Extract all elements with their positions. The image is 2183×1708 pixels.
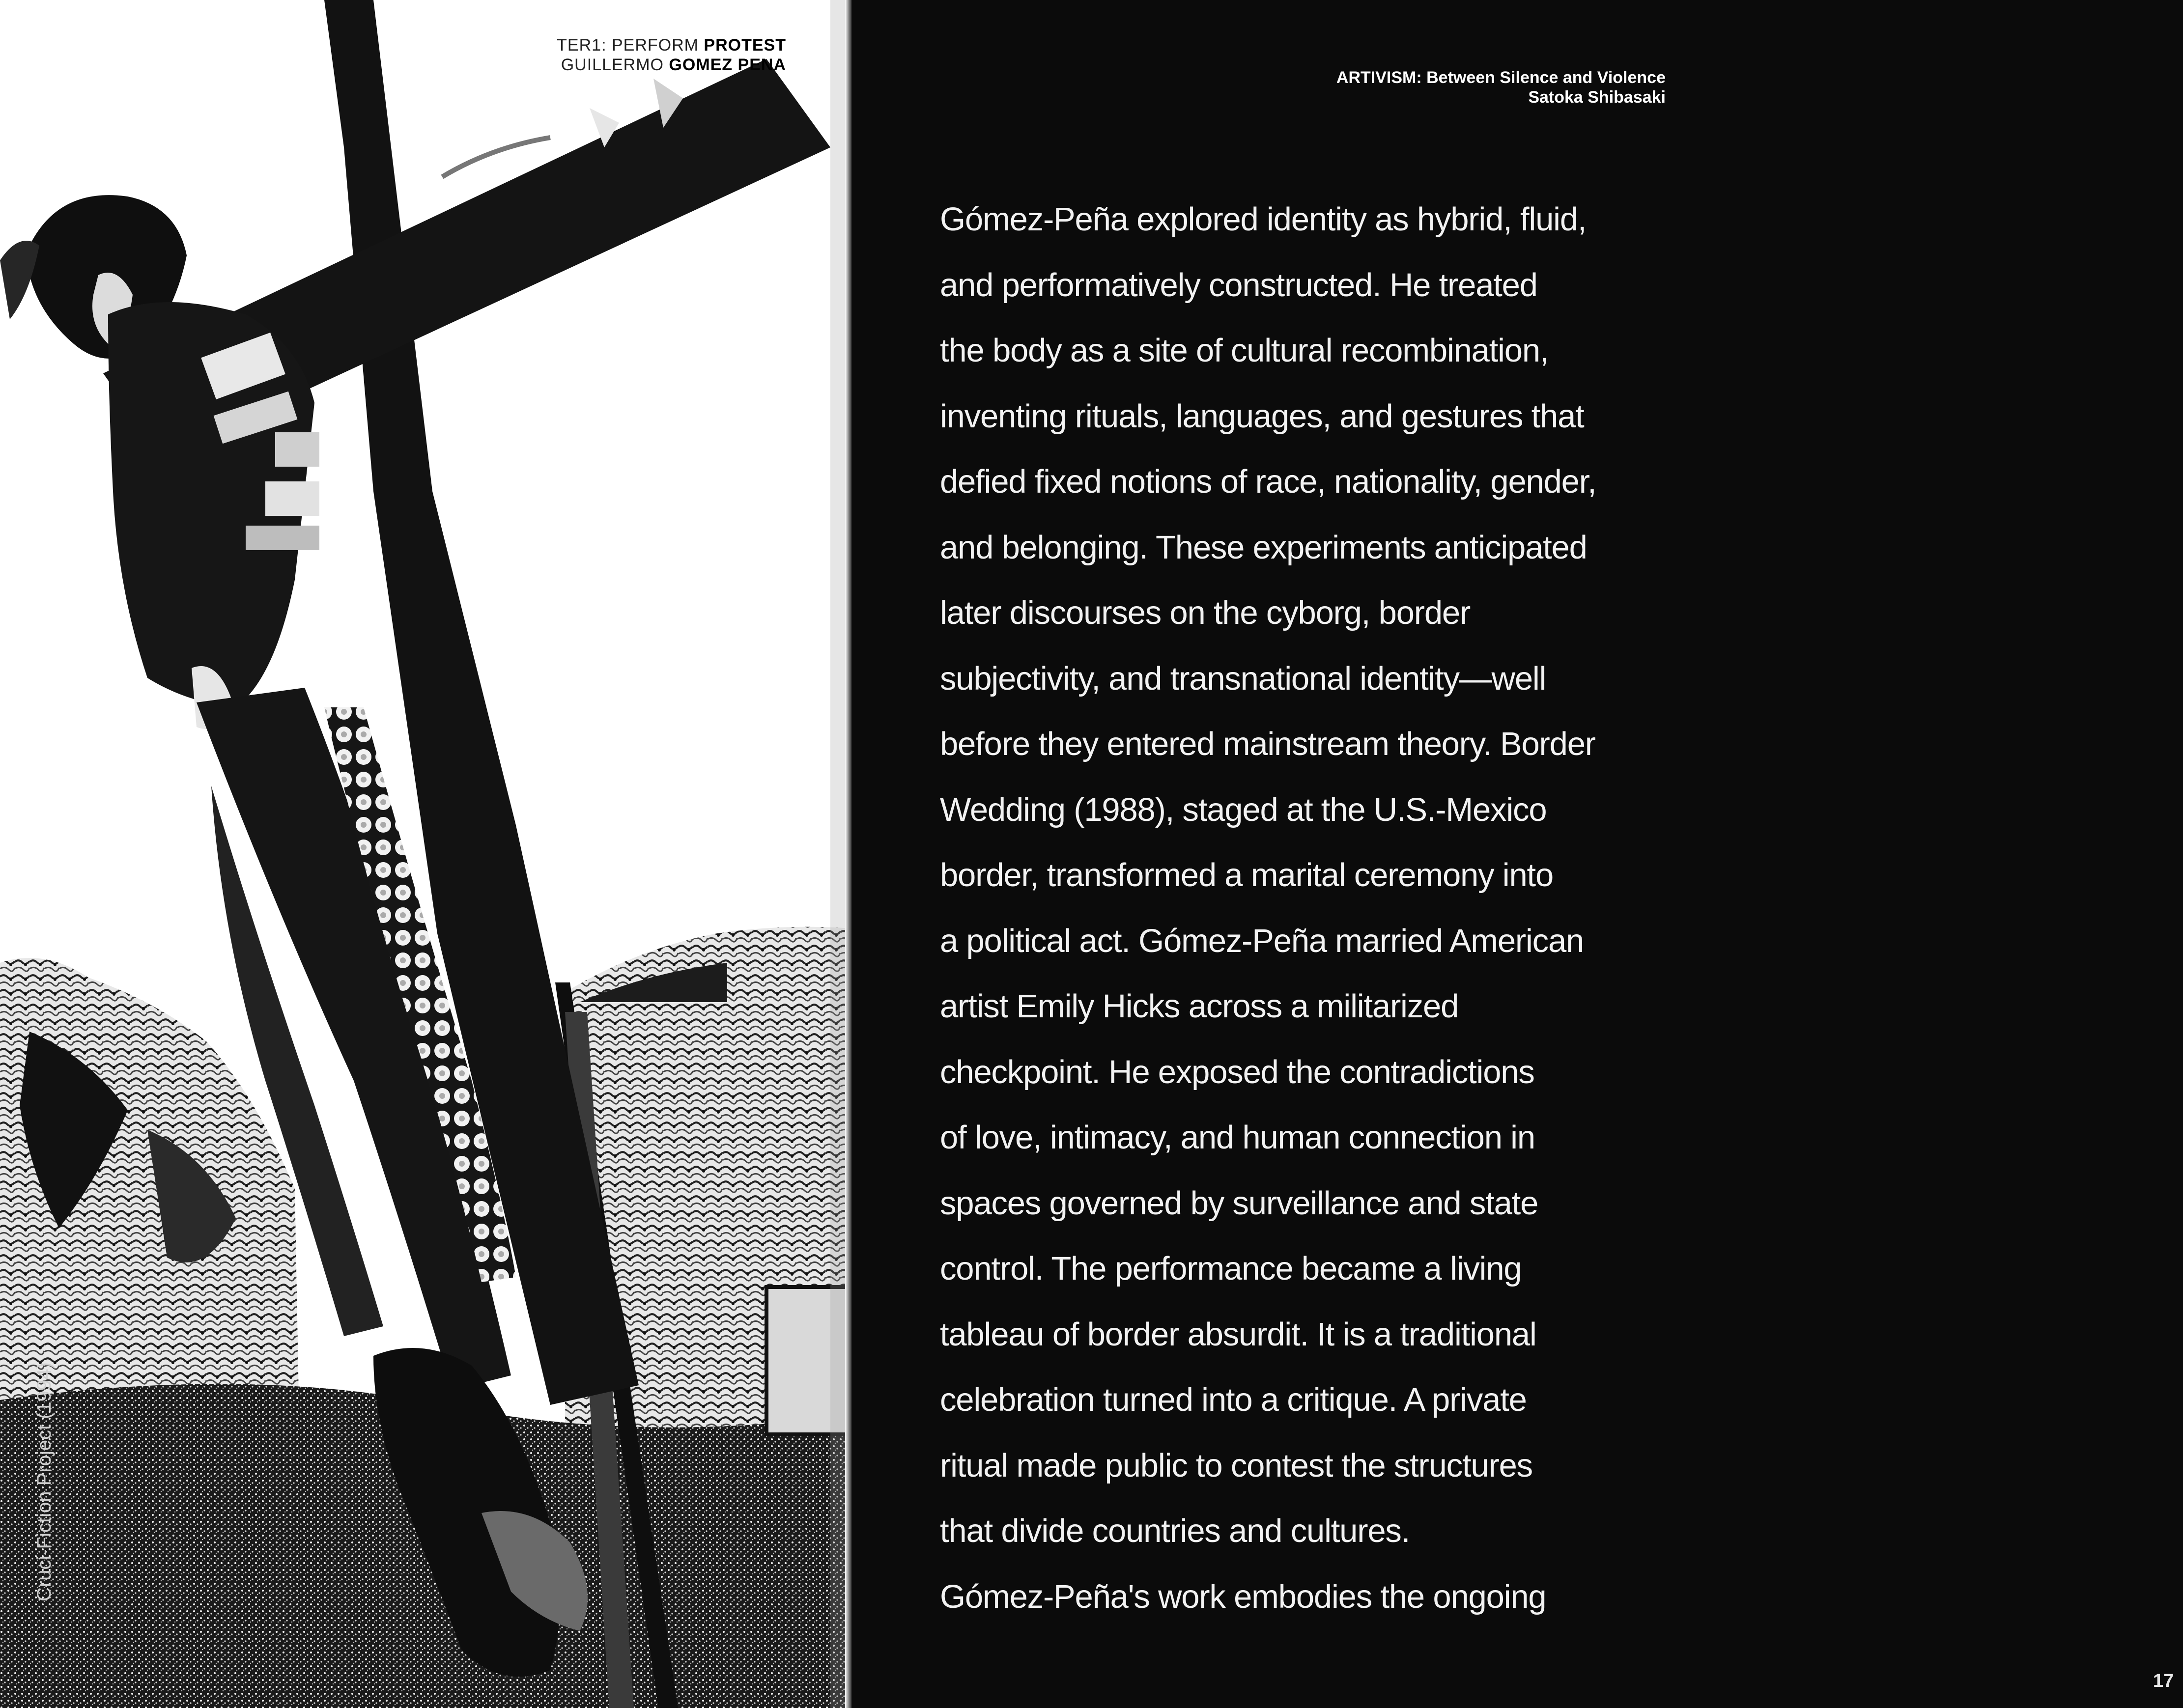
body-line: Gómez-Peña's work embodies the ongoing bbox=[940, 1578, 1546, 1615]
photo-caption: Cruci-Fiction Project (1994) bbox=[33, 1362, 55, 1601]
chapter-tag-prefix: TER1: PERFORM bbox=[557, 36, 699, 55]
body-line: artist Emily Hicks across a militarized bbox=[940, 988, 1459, 1025]
body-line: that divide countries and cultures. bbox=[940, 1512, 1410, 1549]
artist-name-first: GUILLERMO bbox=[561, 56, 664, 74]
running-head bbox=[1336, 68, 1666, 107]
body-line: of love, intimacy, and human connection in bbox=[940, 1119, 1535, 1156]
page-number: 17 bbox=[2153, 1671, 2174, 1691]
body-line: before they entered mainstream theory. Border bbox=[940, 726, 1595, 762]
body-line: Wedding (1988), staged at the U.S.-Mexico bbox=[940, 791, 1547, 828]
body-line: later discourses on the cyborg, border bbox=[940, 594, 1471, 631]
right-page bbox=[851, 0, 2174, 1708]
body-line: the body as a site of cultural recombination, bbox=[940, 332, 1549, 369]
body-line: celebration turned into a critique. A private bbox=[940, 1381, 1527, 1418]
running-head-author: Satoka Shibasaki bbox=[1528, 88, 1666, 107]
body-line: and belonging. These experiments anticipated bbox=[940, 529, 1587, 566]
body-line: subjectivity, and transnational identity—well bbox=[940, 660, 1546, 697]
body-line: spaces governed by surveillance and state bbox=[940, 1184, 1538, 1222]
artist-name-last: GOMEZ PENA bbox=[669, 56, 786, 74]
left-page bbox=[0, 0, 851, 1708]
body-line: inventing rituals, languages, and gestures that bbox=[940, 397, 1584, 435]
chapter-tag-word: PROTEST bbox=[704, 36, 786, 55]
chapter-tag bbox=[511, 35, 786, 75]
body-line: Gómez-Peña explored identity as hybrid, fluid, bbox=[940, 201, 1587, 238]
body-line: control. The performance became a living bbox=[940, 1250, 1522, 1287]
running-head-title: ARTIVISM: Between Silence and Violence bbox=[1336, 68, 1666, 87]
body-line: tableau of border absurdit. It is a traditional bbox=[940, 1316, 1536, 1353]
body-line: ritual made public to contest the structures bbox=[940, 1447, 1532, 1484]
body-text bbox=[940, 187, 1706, 1629]
performance-photo bbox=[0, 0, 851, 1708]
body-line: and performatively constructed. He treated bbox=[940, 266, 1537, 304]
body-line: defied fixed notions of race, nationality, gender, bbox=[940, 463, 1596, 500]
body-line: a political act. Gómez-Peña married American bbox=[940, 922, 1584, 959]
body-line: border, transformed a marital ceremony into bbox=[940, 857, 1554, 894]
body-line: checkpoint. He exposed the contradictions bbox=[940, 1053, 1534, 1091]
